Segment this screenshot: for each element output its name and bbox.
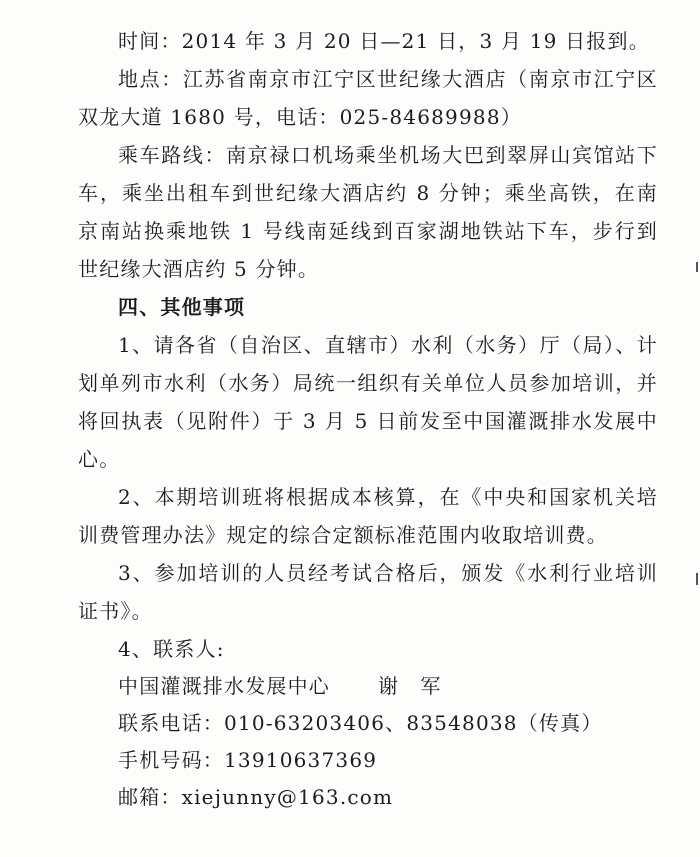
section-item-1: 1、请各省（自治区、直辖市）水利（水务）厅（局）、计划单列市水利（水务）局统一组织有关单位人员参加培训，并将回执表（见附件）于 3 月 5 日前发至中国灌溉排水发展中心。 <box>78 333 658 471</box>
section-item-4: 4、联系人: <box>118 637 225 661</box>
contact-person: 谢 军 <box>378 674 442 698</box>
scan-mark <box>696 573 698 585</box>
contact-mobile: 手机号码：13910637369 <box>118 748 378 772</box>
meeting-time: 时间：2014 年 3 月 20 日—21 日，3 月 19 日报到。 <box>118 29 650 53</box>
section-item-3: 3、参加培训的人员经考试合格后，颁发《水利行业培训证书》。 <box>78 561 658 623</box>
section-item-2: 2、本期培训班将根据成本核算，在《中央和国家机关培训费管理办法》规定的综合定额标准范围内收取培训费。 <box>78 485 658 547</box>
meeting-location: 地点：江苏省南京市江宁区世纪缘大酒店（南京市江宁区双龙大道 1680 号，电话：025-84689988） <box>78 67 658 129</box>
scan-mark <box>696 262 698 272</box>
contact-organization-line <box>78 668 658 705</box>
section-heading: 四、其他事项 <box>118 295 246 319</box>
contact-email: 邮箱：xiejunny@163.com <box>118 785 394 809</box>
document-body <box>78 22 658 816</box>
meeting-route: 乘车路线：南京禄口机场乘坐机场大巴到翠屏山宾馆站下车，乘坐出租车到世纪缘大酒店约 8 分钟；乘坐高铁，在南京南站换乘地铁 1 号线南延线到百家湖地铁站下车，步行到世纪缘大酒店约 5 分钟。 <box>78 143 658 281</box>
contact-phone: 联系电话：010-63203406、83548038（传真） <box>118 711 603 735</box>
contact-organization: 中国灌溉排水发展中心 <box>118 674 330 698</box>
